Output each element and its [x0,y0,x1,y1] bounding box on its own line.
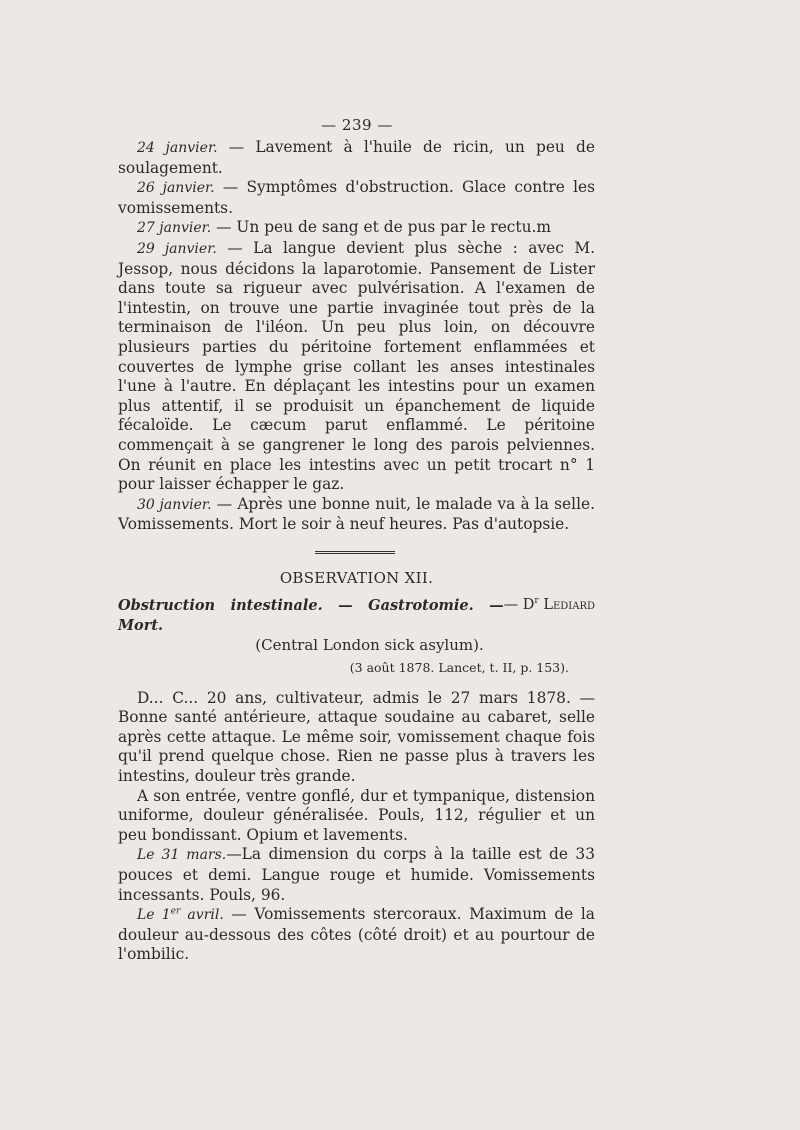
author-name: Lediard [538,597,595,614]
main-text [118,138,595,965]
entry-paragraph [118,495,595,535]
entry-text: — Symptômes d'obstruction. Glace contre les vomissements. [118,178,595,217]
entry-date: 26 janvier. [137,180,215,197]
case-paragraph [118,845,595,905]
entry-paragraph [118,138,595,178]
observation-reference: (3 août 1878. Lancet, t. II, p. 153). [349,660,569,676]
author-prefix: D [522,597,535,614]
case-date: Le 31 mars. [137,847,227,864]
case-paragraph [118,787,595,846]
entry-paragraph [118,239,595,495]
author-dash: — [503,597,523,614]
case-text [118,689,595,965]
case-date-suffix: avril. [180,907,224,924]
entry-date: 29 janvier. [137,240,217,257]
entry-date: 30 janvier. [137,496,212,513]
case-date [137,907,224,923]
case-text-span: D... C... 20 ans, cultivateur, admis le 27 mars 1878. — Bonne santé antérieure, attaque soudaine au cabaret, selle après cette attaque. Le même soir, vomissement chaque fois qu'il prend quelque chose. Rien ne passe plus à travers les intestins, douleur très grande. [118,688,595,786]
case-date-sup: er [170,906,181,917]
case-text-span: — Vomissements stercoraux. Maximum de la douleur au-dessous des côtes (côté droit) et au pourtour de l'ombilic. [118,905,595,964]
page-number: — 239 — [321,116,393,134]
entry-text: — Lavement à l'huile de ricin, un peu de soulagement. [118,138,595,177]
entry-date: 24 janvier. [137,140,218,156]
entry-paragraph [118,218,595,239]
author-sup: r [534,596,539,607]
entry-paragraph [118,178,595,218]
entry-date: 27 janvier. [137,220,212,237]
case-text-span: A son entrée, ventre gonflé, dur et tympanique, distension uniforme, douleur généralisée. Pouls, 112, régulier et un peu bondissant. Opium et lavements. [118,786,595,844]
entry-text: — Après une bonne nuit, le malade va à la selle. Vomissements. Mort le soir à neuf heures. Pas d'autopsie. [118,494,595,534]
case-date-prefix: Le 1 [137,907,171,924]
case-paragraph [118,689,595,787]
entry-text: — La langue devient plus sèche : avec M. Jessop, nous décidons la laparotomie. Pansement de Lister dans toute sa rigueur avec pulvérisation. A l'examen de l'intestin, on trouve une partie invaginée tout près de la terminaison de l'iléon. Un peu plus loin, on découvre plusieurs parties du péritoine fortement enflammées et couvertes de lymphe grise collant les anses intestinales l'une à l'autre. En déplaçant les intestins pour un examen plus attentif, il se produisit un épanchement de liquide fécaloïde. Le cæcum parut enflammé. Le péritoine commençait à se gangrener le long des parois pelviennes. On réunit en place les intestins avec un petit trocart n° 1 pour laisser échapper le gaz. [118,238,595,494]
observation-subtitle-line [118,596,595,636]
observation-title: OBSERVATION XII. [279,568,434,587]
case-paragraph [118,905,595,965]
observation-place: (Central London sick asylum). [255,636,484,655]
observation-author [504,596,595,615]
observation-subtitle: Obstruction intestinale. — Gastrotomie. — Mort. [118,597,504,635]
entry-text: — Un peu de sang et de pus par le rectu.m [211,218,552,237]
section-divider [315,551,395,554]
case-text-span: —La dimension du corps à la taille est de 33 pouces et demi. Langue rouge et humide. Vomissements incessants. Pouls, 96. [118,845,595,904]
